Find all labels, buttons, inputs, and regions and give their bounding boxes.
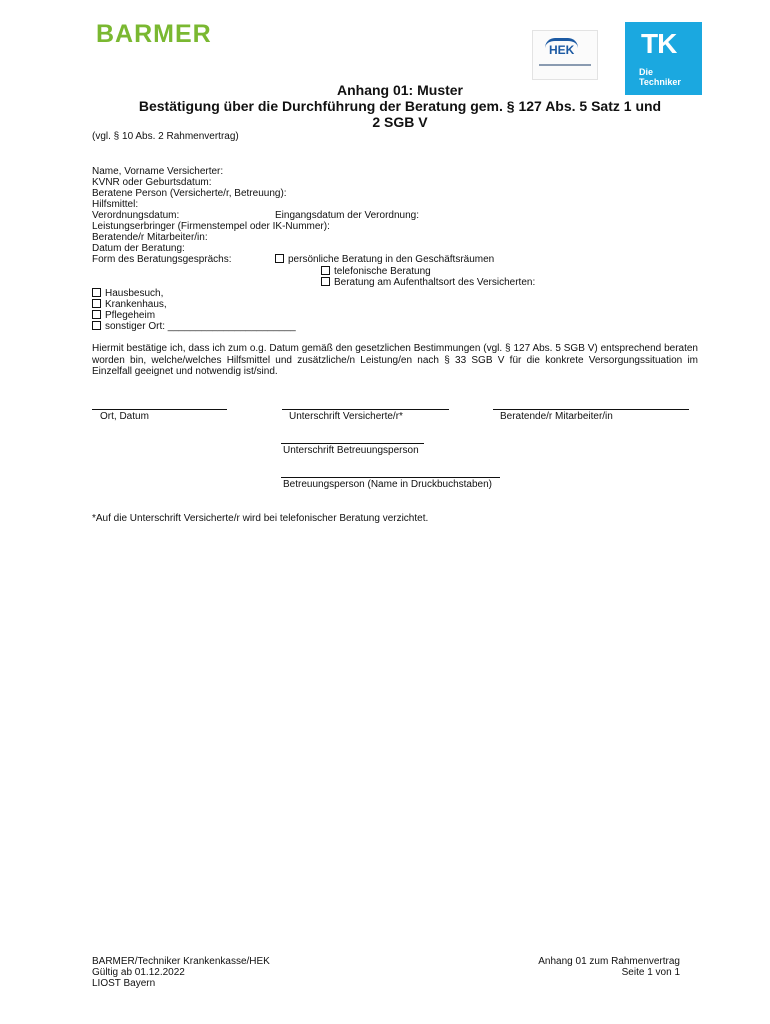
- option-persoenliche-beratung[interactable]: [275, 254, 494, 265]
- footer-right: [538, 956, 680, 978]
- checkbox[interactable]: [92, 288, 101, 297]
- barmer-logo: BARMER: [96, 20, 212, 48]
- checkbox[interactable]: [92, 321, 101, 330]
- footer-left-line2: Gültig ab 01.12.2022: [92, 967, 185, 978]
- option-hausbesuch[interactable]: [92, 288, 163, 299]
- confirmation-paragraph: Hiermit bestätige ich, dass ich zum o.g. Datum gemäß den gesetzlichen Bestimmungen (vgl. § 127 Abs. 5 SGB V) entsprechend beraten worden bin, welche/welches Hilfsmittel und zusätzliche/n Leistung/en nach § 33 SGB V für die konkrete Versorgungssituation im Einzelfall geeignet und notwendig ist/sind.: [92, 343, 698, 377]
- field-beratene-person-label: Beratene Person (Versicherte/r, Betreuung):: [92, 188, 287, 199]
- footnote: *Auf die Unterschrift Versicherte/r wird bei telefonischer Beratung verzichtet.: [92, 513, 429, 524]
- tk-logo-line1: Die: [639, 67, 654, 77]
- hek-logo-subline: [539, 64, 591, 66]
- hek-logo-text: HEK: [545, 38, 578, 59]
- checkbox[interactable]: [321, 277, 330, 286]
- signature-line-betreuungsperson[interactable]: [281, 443, 424, 444]
- field-hilfsmittel-label: Hilfsmittel:: [92, 199, 139, 210]
- option-label: Hausbesuch,: [105, 288, 164, 299]
- option-label: sonstiger Ort: _______________________: [105, 321, 296, 332]
- field-name-label: Name, Vorname Versicherter:: [92, 166, 224, 177]
- signature-line-ort-datum[interactable]: [92, 409, 227, 410]
- field-beratender-label: Beratende/r Mitarbeiter/in:: [92, 232, 208, 243]
- signature-label-betreuungsperson-name: Betreuungsperson (Name in Druckbuchstaben): [283, 479, 492, 490]
- option-beratung-aufenthaltsort[interactable]: [321, 277, 535, 288]
- field-eingangsdatum-label: Eingangsdatum der Verordnung:: [275, 210, 419, 221]
- field-kvnr-label: KVNR oder Geburtsdatum:: [92, 177, 212, 188]
- field-leistungserbringer-label: Leistungserbringer (Firmenstempel oder IK-Nummer):: [92, 221, 330, 232]
- signature-line-beratende[interactable]: [493, 409, 689, 410]
- option-label: persönliche Beratung in den Geschäftsräumen: [288, 254, 495, 265]
- signature-line-versicherte[interactable]: [282, 409, 449, 410]
- footer-right-line2: Seite 1 von 1: [621, 967, 680, 978]
- hek-logo: [532, 30, 598, 80]
- footer-left: [92, 956, 270, 989]
- option-sonstiger-ort[interactable]: [92, 321, 296, 332]
- checkbox[interactable]: [92, 299, 101, 308]
- checkbox[interactable]: [92, 310, 101, 319]
- field-form-label: Form des Beratungsgesprächs:: [92, 254, 232, 265]
- footer-left-line1: BARMER/Techniker Krankenkasse/HEK: [92, 956, 270, 967]
- title-line-2: Bestätigung über die Durchführung der Beratung gem. § 127 Abs. 5 Satz 1 und: [138, 98, 662, 114]
- tk-logo-line2: Techniker: [639, 77, 681, 87]
- title-line-3: 2 SGB V: [372, 114, 428, 130]
- signature-label-versicherte: Unterschrift Versicherte/r*: [289, 411, 403, 422]
- tk-logo-mark: TK: [641, 28, 677, 59]
- option-pflegeheim[interactable]: [92, 310, 155, 321]
- option-label: Krankenhaus,: [105, 299, 167, 310]
- option-telefonische-beratung[interactable]: [321, 266, 431, 277]
- footer-left-line3: LIOST Bayern: [92, 978, 156, 989]
- option-label: Pflegeheim: [105, 310, 156, 321]
- field-datum-beratung-label: Datum der Beratung:: [92, 243, 185, 254]
- option-label: Beratung am Aufenthaltsort des Versicherten:: [334, 277, 536, 288]
- checkbox[interactable]: [275, 254, 284, 263]
- field-verordnungsdatum-label: Verordnungsdatum:: [92, 210, 180, 221]
- option-krankenhaus[interactable]: [92, 299, 167, 310]
- document-title: [100, 82, 700, 130]
- signature-label-beratende: Beratende/r Mitarbeiter/in: [500, 411, 613, 422]
- option-label: telefonische Beratung: [334, 266, 431, 277]
- signature-label-betreuungsperson: Unterschrift Betreuungsperson: [283, 445, 419, 456]
- footer-right-line1: Anhang 01 zum Rahmenvertrag: [538, 956, 680, 967]
- signature-label-ort-datum: Ort, Datum: [100, 411, 149, 422]
- checkbox[interactable]: [321, 266, 330, 275]
- signature-line-betreuungsperson-name[interactable]: [281, 477, 500, 478]
- title-line-1: Anhang 01: Muster: [336, 82, 463, 98]
- reference-note: (vgl. § 10 Abs. 2 Rahmenvertrag): [92, 131, 239, 142]
